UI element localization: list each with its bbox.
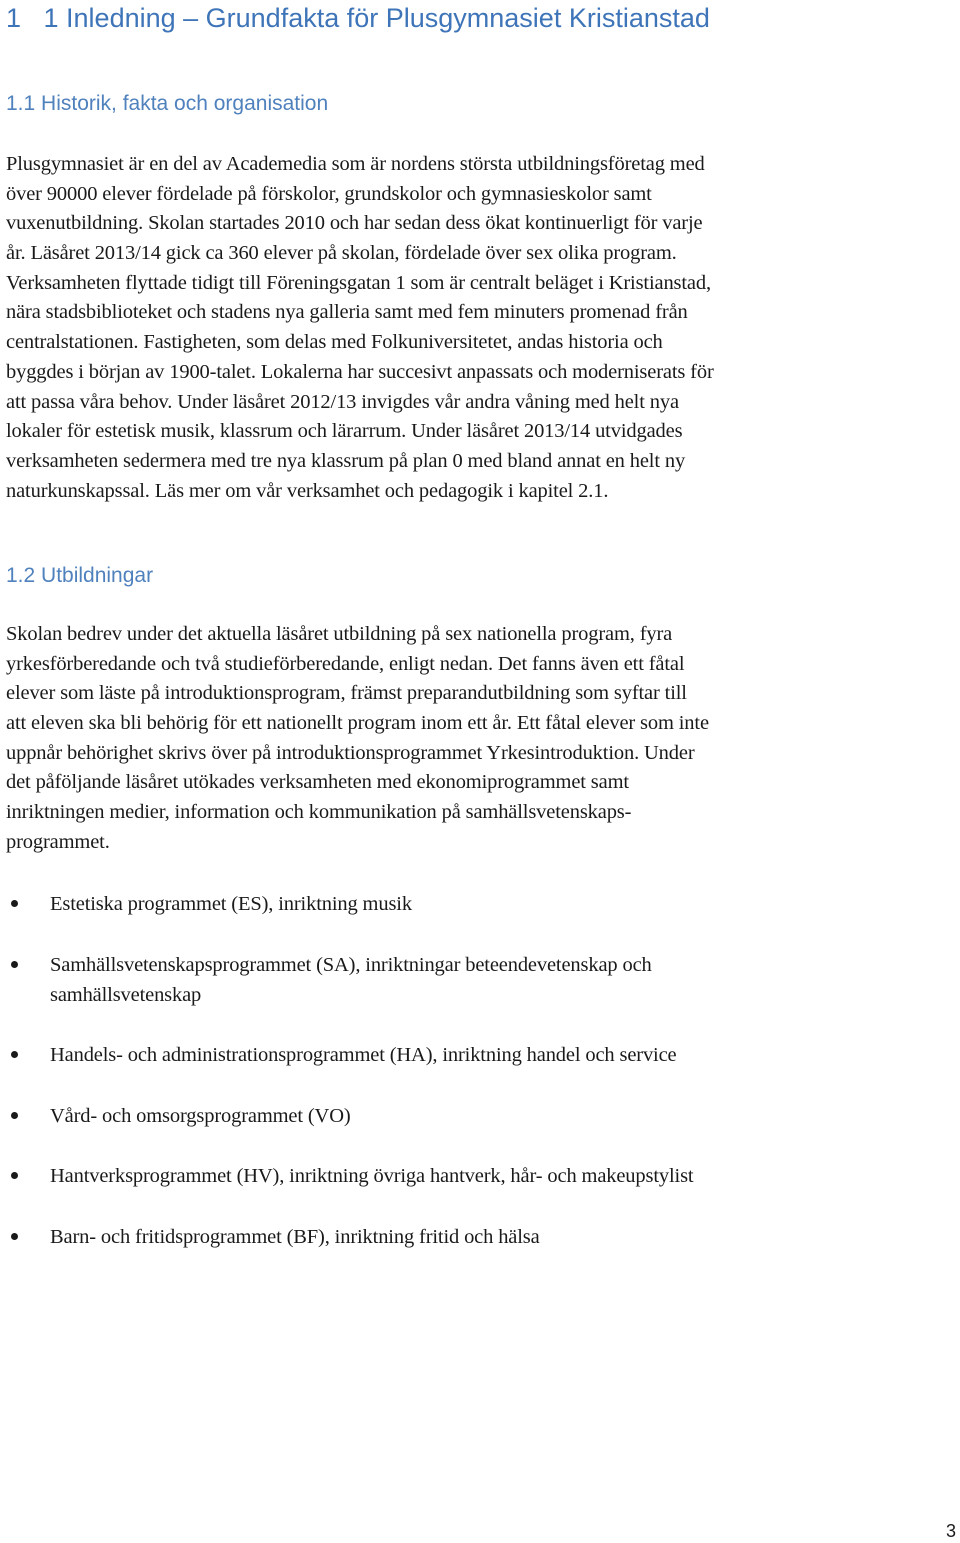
paragraph-line: naturkunskapssal. Läs mer om vår verksamhet och pedagogik i kapitel 2.1. xyxy=(6,479,609,502)
program-text: Barn- och fritidsprogrammet (BF), inriktning fritid och hälsa xyxy=(50,1226,540,1248)
bullet-icon xyxy=(11,1112,18,1119)
section-heading-utbildningar: 1.2 Utbildningar xyxy=(6,564,154,587)
program-text: Vård- och omsorgsprogrammet (VO) xyxy=(50,1105,351,1127)
paragraph-line: Verksamheten flyttade tidigt till Föreningsgatan 1 som är centralt beläget i Kristianstad, xyxy=(6,271,711,294)
paragraph-line: Plusgymnasiet är en del av Academedia som är nordens största utbildningsföretag med xyxy=(6,153,705,175)
paragraph-line: inriktningen medier, information och kommunikation på samhällsvetenskaps- xyxy=(6,801,632,824)
document-title: 1 1 Inledning – Grundfakta för Plusgymnasiet Kristianstad xyxy=(6,3,710,33)
bullet-icon xyxy=(11,1233,18,1240)
paragraph-line: yrkesförberedande och två studieförberedande, enligt nedan. Det fanns även ett fåtal xyxy=(6,652,685,675)
paragraph-line: elever som läste på introduktionsprogram, främst preparandutbildning som syftar till xyxy=(6,682,687,705)
paragraph-line: vuxenutbildning. Skolan startades 2010 och har sedan dess ökat kontinuerligt för varje xyxy=(6,212,703,235)
paragraph-line: uppnår behörighet skrivs över på introduktionsprogrammet Yrkesintroduktion. Under xyxy=(6,741,695,764)
paragraph-line: byggdes i början av 1900-talet. Lokalerna har succesivt anpassats och moderniserats för xyxy=(6,360,714,383)
paragraph-line: centralstationen. Fastigheten, som delas med Folkuniversitetet, andas historia och xyxy=(6,331,663,354)
paragraph-line: programmet. xyxy=(6,830,110,853)
program-text: Estetiska programmet (ES), inriktning musik xyxy=(50,893,412,915)
paragraph-line: verksamheten sedermera med tre nya klassrum på plan 0 med bland annat en helt ny xyxy=(6,449,686,472)
bullet-icon xyxy=(11,961,18,968)
program-text: samhällsvetenskap xyxy=(50,983,202,1006)
page-number: 3 xyxy=(945,1521,956,1541)
bullet-icon xyxy=(11,900,18,907)
paragraph-historik xyxy=(6,150,956,506)
program-text: Hantverksprogrammet (HV), inriktning övriga hantverk, hår- och makeupstylist xyxy=(50,1165,694,1187)
paragraph-line: nära stadsbiblioteket och stadens nya galleria samt med fem minuters promenad från xyxy=(6,301,688,324)
section-heading-historik: 1.1 Historik, fakta och organisation xyxy=(6,92,329,115)
program-text: Samhällsvetenskapsprogrammet (SA), inriktningar beteendevetenskap och xyxy=(50,954,652,976)
bullet-icon xyxy=(11,1172,18,1179)
paragraph-line: det påföljande läsåret utökades verksamheten med ekonomiprogrammet samt xyxy=(6,771,629,794)
paragraph-line: Skolan bedrev under det aktuella läsåret utbildning på sex nationella program, fyra xyxy=(6,623,673,645)
paragraph-line: att passa våra behov. Under läsåret 2012/13 invigdes vår andra våning med helt nya xyxy=(6,390,679,413)
bullet-icon xyxy=(11,1051,18,1058)
program-text: Handels- och administrationsprogrammet (HA), inriktning handel och service xyxy=(50,1044,677,1066)
paragraph-line: år. Läsåret 2013/14 gick ca 360 elever på skolan, fördelade över sex olika program. xyxy=(6,242,677,265)
paragraph-line: lokaler för estetisk musik, klassrum och lärarrum. Under läsåret 2013/14 utvidgades xyxy=(6,420,683,443)
paragraph-line: att eleven ska bli behörig för ett nationellt program inom ett år. Ett fåtal elever som inte xyxy=(6,712,709,735)
paragraph-line: över 90000 elever fördelade på förskolor, grundskolor och gymnasieskolor samt xyxy=(6,182,652,205)
paragraph-utbildningar xyxy=(6,620,956,858)
